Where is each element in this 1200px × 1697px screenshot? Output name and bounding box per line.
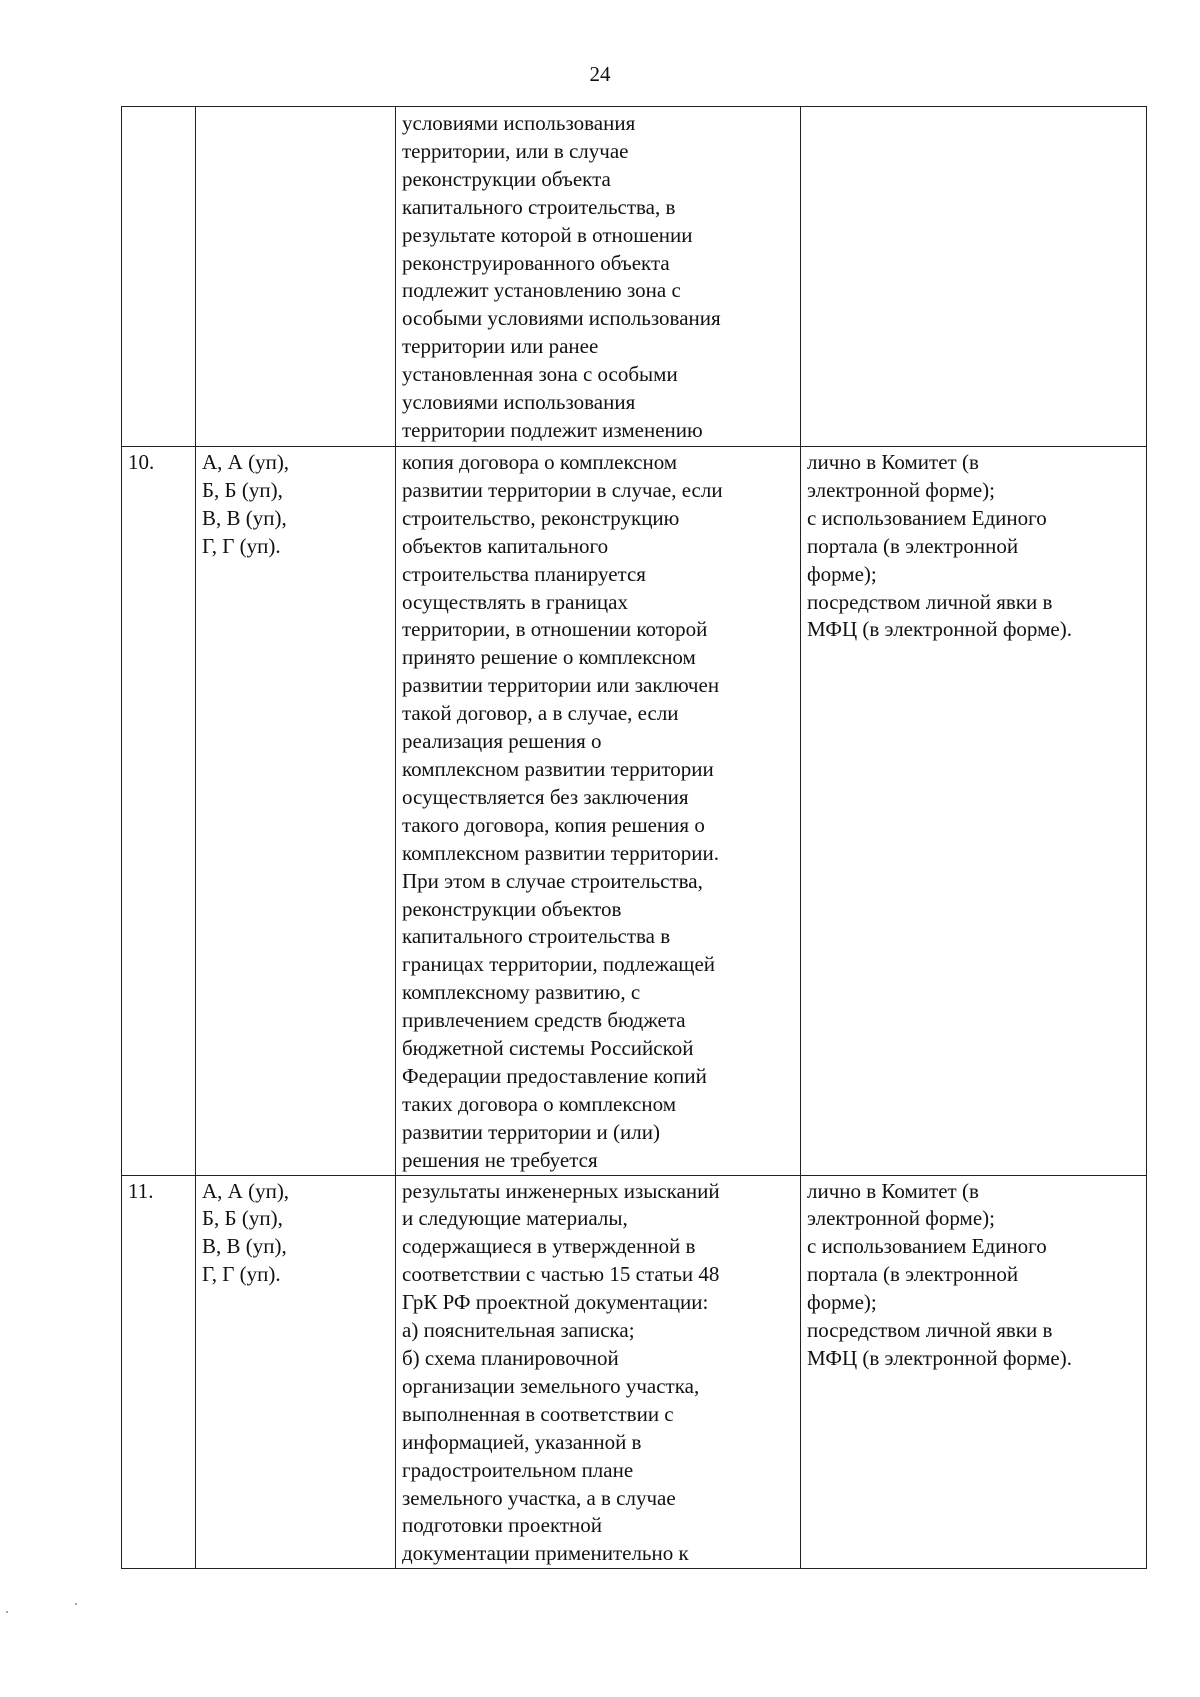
cell-line: документации применительно к xyxy=(402,1541,689,1566)
method-cell xyxy=(801,447,1147,1176)
cell-line: с использованием Единого xyxy=(807,1234,1047,1259)
row-number-cell: 11. xyxy=(122,1175,196,1569)
cell-line: посредством личной явки в xyxy=(807,1318,1053,1343)
cell-line: подготовки проектной xyxy=(402,1513,603,1538)
cell-line: и следующие материалы, xyxy=(402,1206,628,1231)
cell-line: лично в Комитет (в xyxy=(807,450,979,474)
cell-line: В, В (уп), xyxy=(202,1234,287,1259)
cell-line: земельного участка, а в случае xyxy=(402,1485,676,1510)
scan-speck xyxy=(6,1611,8,1613)
cell-line: привлечением средств бюджета xyxy=(402,1008,686,1033)
cell-line: ГрК РФ проектной документации: xyxy=(402,1290,709,1315)
cell-line: такого договора, копия решения о xyxy=(402,812,705,837)
cell-line: соответствии с частью 15 статьи 48 xyxy=(402,1262,720,1287)
table-row xyxy=(122,1175,1147,1569)
cell-line: комплексном развитии территории xyxy=(402,756,714,781)
cell-line: МФЦ (в электронной форме). xyxy=(807,617,1072,642)
applicants-cell xyxy=(196,1175,396,1569)
cell-line: А, А (уп), xyxy=(202,1178,290,1203)
cell-line: комплексному развитию, с xyxy=(402,980,641,1005)
document-cell xyxy=(396,107,801,447)
applicants-cell xyxy=(196,107,396,447)
cell-line: таких договора о комплексном xyxy=(402,1091,677,1116)
cell-line: градостроительном плане xyxy=(402,1457,634,1482)
table-row xyxy=(122,107,1147,447)
page-number: 24 xyxy=(589,62,611,86)
cell-line: территории или ранее xyxy=(402,334,599,359)
cell-line: посредством личной явки в xyxy=(807,589,1053,614)
cell-line: решения не требуется xyxy=(402,1147,598,1172)
row-number-cell xyxy=(122,107,196,447)
cell-line: МФЦ (в электронной форме). xyxy=(807,1346,1072,1370)
cell-line: с использованием Единого xyxy=(807,505,1047,530)
cell-line: Г, Г (уп). xyxy=(202,1262,281,1287)
documents-table xyxy=(121,106,1147,1569)
cell-line: а) пояснительная записка; xyxy=(402,1318,635,1343)
cell-line: выполненная в соответствии с xyxy=(402,1401,674,1426)
cell-line: такой договор, а в случае, если xyxy=(402,701,679,726)
cell-line: подлежит установлению зона с xyxy=(402,278,681,303)
table-row xyxy=(122,447,1147,1176)
cell-line: условиями использования xyxy=(402,111,636,135)
row-number-cell: 10. xyxy=(122,447,196,1176)
cell-line: форме); xyxy=(807,1290,877,1315)
cell-line: реализация решения о xyxy=(402,729,602,754)
cell-line: границах территории, подлежащей xyxy=(402,952,716,977)
cell-line: объектов капитального xyxy=(402,533,609,558)
method-cell xyxy=(801,1175,1147,1569)
cell-line: установленная зона с особыми xyxy=(402,362,678,387)
method-cell xyxy=(801,107,1147,447)
cell-line: электронной форме); xyxy=(807,1206,995,1231)
cell-line: территории, в отношении которой xyxy=(402,617,708,642)
document-cell xyxy=(396,447,801,1176)
cell-line: реконструкции объекта xyxy=(402,166,611,191)
cell-line: условиями использования xyxy=(402,390,636,415)
scan-speck xyxy=(75,1603,77,1605)
cell-line: лично в Комитет (в xyxy=(807,1178,979,1203)
document-cell xyxy=(396,1175,801,1569)
applicants-cell xyxy=(196,447,396,1176)
cell-line: развитии территории или заключен xyxy=(402,673,720,698)
cell-line: строительство, реконструкцию xyxy=(402,505,680,530)
cell-line: информацией, указанной в xyxy=(402,1429,642,1454)
cell-line: бюджетной системы Российской xyxy=(402,1036,694,1061)
cell-line: развитии территории в случае, если xyxy=(402,477,723,502)
cell-line: содержащиеся в утвержденной в xyxy=(402,1234,696,1259)
cell-line: строительства планируется xyxy=(402,561,646,586)
cell-line: осуществлять в границах xyxy=(402,589,628,614)
cell-line: реконструированного объекта xyxy=(402,250,670,275)
cell-line: портала (в электронной xyxy=(807,1262,1019,1287)
cell-line: осуществляется без заключения xyxy=(402,784,689,809)
cell-line: результате которой в отношении xyxy=(402,222,693,247)
cell-line: комплексном развитии территории. xyxy=(402,840,719,865)
cell-line: При этом в случае строительства, xyxy=(402,868,703,893)
cell-line: Б, Б (уп), xyxy=(202,1206,283,1231)
cell-line: копия договора о комплексном xyxy=(402,450,678,474)
cell-line: электронной форме); xyxy=(807,477,995,502)
cell-line: территории, или в случае xyxy=(402,138,629,163)
cell-line: капитального строительства, в xyxy=(402,194,676,219)
cell-line: А, А (уп), xyxy=(202,450,290,474)
cell-line: территории подлежит изменению xyxy=(402,417,703,442)
cell-line: Федерации предоставление копий xyxy=(402,1063,707,1088)
cell-line: В, В (уп), xyxy=(202,505,287,530)
cell-line: развитии территории и (или) xyxy=(402,1119,660,1144)
cell-line: организации земельного участка, xyxy=(402,1373,700,1398)
cell-line: б) схема планировочной xyxy=(402,1346,619,1370)
cell-line: капитального строительства в xyxy=(402,924,671,949)
cell-line: Б, Б (уп), xyxy=(202,477,283,502)
cell-line: форме); xyxy=(807,561,877,586)
cell-line: Г, Г (уп). xyxy=(202,533,281,558)
cell-line: портала (в электронной xyxy=(807,533,1019,558)
cell-line: результаты инженерных изысканий xyxy=(402,1178,720,1203)
cell-line: принято решение о комплексном xyxy=(402,645,696,670)
cell-line: особыми условиями использования xyxy=(402,306,721,331)
cell-line: реконструкции объектов xyxy=(402,896,622,921)
